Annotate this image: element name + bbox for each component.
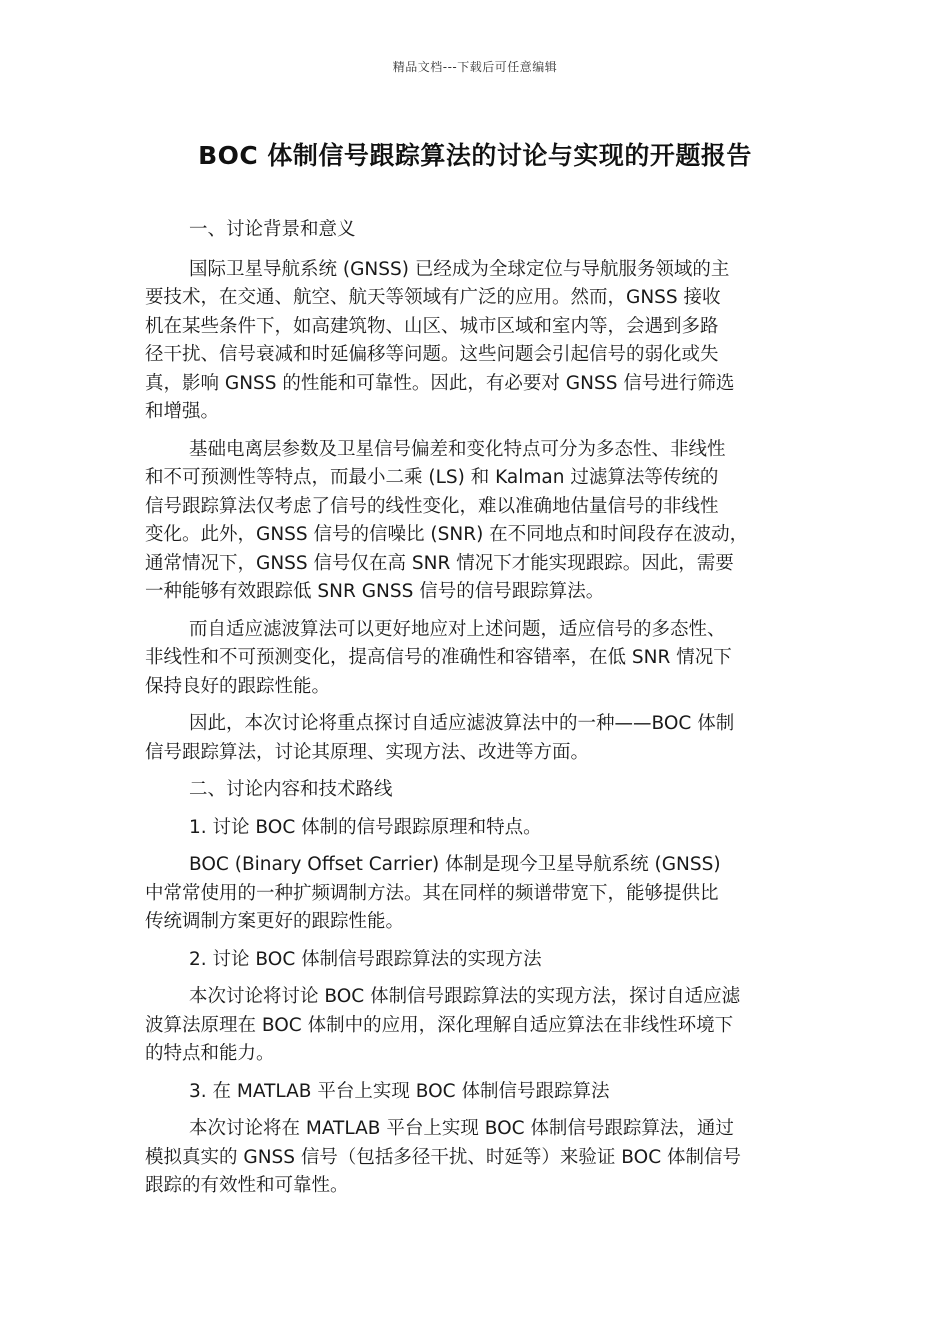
text-line: 基础电离层参数及卫星信号偏差和变化特点可分为多态性、非线性 [189,438,726,460]
text-line: 信号跟踪算法仅考虑了信号的线性变化，难以准确地估量信号的非线性 [145,495,719,517]
text-line: 而自适应滤波算法可以更好地应对上述问题，适应信号的多态性、 [189,618,726,640]
text-line: 国际卫星导航系统 (GNSS) 已经成为全球定位与导航服务领域的主 [189,258,730,280]
paragraph-matlab [145,1115,805,1201]
paragraph-focus [145,710,805,767]
item-heading-1: 1. 讨论 BOC 体制的信号跟踪原理和特点。 [189,816,542,838]
item-heading-2: 2. 讨论 BOC 体制信号跟踪算法的实现方法 [189,948,542,970]
text-line: 模拟真实的 GNSS 信号（包括多径干扰、时延等）来验证 BOC 体制信号 [145,1146,742,1168]
text-line: 跟踪的有效性和可靠性。 [145,1175,349,1196]
text-line: 非线性和不可预测变化，提高信号的准确性和容错率，在低 SNR 情况下 [145,647,732,668]
section-heading-content: 二、讨论内容和技术路线 [189,779,393,800]
text-line: 要技术，在交通、航空、航天等领域有广泛的应用。然而，GNSS 接收 [145,287,721,308]
text-line: 和不可预测性等特点，而最小二乘 (LS) 和 Kalman 过滤算法等传统的 [145,467,719,488]
text-line: 因此，本次讨论将重点探讨自适应滤波算法中的一种——BOC 体制 [189,713,735,734]
paragraph-adaptive-filtering [145,616,805,702]
text-line: 和增强。 [145,401,220,422]
text-line: 本次讨论将讨论 BOC 体制信号跟踪算法的实现方法，探讨自适应滤 [189,986,741,1007]
text-line: 的特点和能力。 [145,1043,275,1064]
paragraph-boc-definition [145,851,805,937]
item-heading-3: 3. 在 MATLAB 平台上实现 BOC 体制信号跟踪算法 [189,1080,610,1102]
text-line: 传统调制方案更好的跟踪性能。 [145,911,405,932]
text-line: 中常常使用的一种扩频调制方法。其在同样的频谱带宽下，能够提供比 [145,882,719,904]
text-line: 变化。此外，GNSS 信号的信噪比 (SNR) 在不同地点和时间段存在波动， [145,524,749,545]
text-line: 本次讨论将在 MATLAB 平台上实现 BOC 体制信号跟踪算法，通过 [189,1118,734,1139]
text-line: 通常情况下，GNSS 信号仅在高 SNR 情况下才能实现跟踪。因此，需要 [145,552,734,574]
text-line: BOC (Binary Offset Carrier) 体制是现今卫星导航系统 (GNSS) [189,854,721,875]
text-line: 真，影响 GNSS 的性能和可靠性。因此，有必要对 GNSS 信号进行筛选 [145,372,735,394]
section-heading-background: 一、讨论背景和意义 [189,219,356,240]
header-note: 精品文档---下载后可任意编辑 [392,60,558,74]
text-line: 一种能够有效跟踪低 SNR GNSS 信号的信号跟踪算法。 [145,581,605,602]
text-line: 机在某些条件下，如高建筑物、山区、城市区域和室内等，会遇到多路 [145,315,719,337]
paragraph-gnss-intro [145,256,805,427]
document-body [145,216,805,1210]
paragraph-traditional-algorithms [145,436,805,607]
text-line: 保持良好的跟踪性能。 [145,675,331,697]
text-line: 径干扰、信号衰减和时延偏移等问题。这些问题会引起信号的弱化或失 [145,344,719,365]
document-title: BOC 体制信号跟踪算法的讨论与实现的开题报告 [198,141,752,170]
paragraph-implementation [145,983,805,1069]
text-line: 信号跟踪算法，讨论其原理、实现方法、改进等方面。 [145,741,590,763]
text-line: 波算法原理在 BOC 体制中的应用，深化理解自适应算法在非线性环境下 [145,1014,734,1036]
